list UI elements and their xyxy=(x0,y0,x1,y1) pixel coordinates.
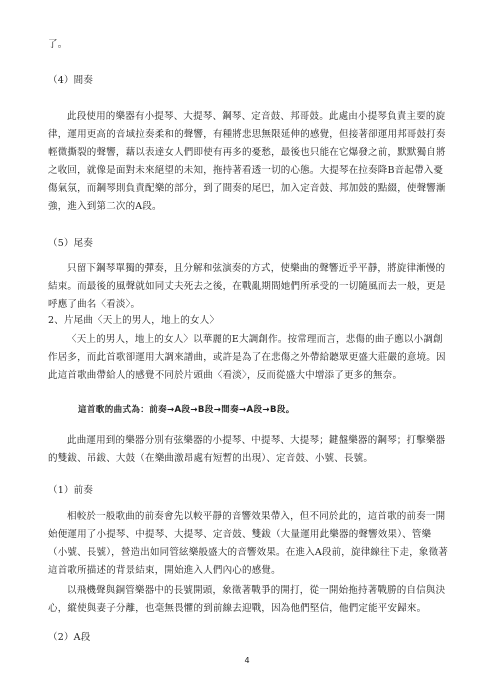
paragraph-prelude-2: 以飛機聲與銅管樂器中的長號開頭，象徵著戰爭的開打，從一開始拖持著戰勝的自信與決心，縱使與妻子分離，也毫無畏懼的到前線去迎戰，因為他們堅信，他們定能平安歸來。 xyxy=(48,585,446,614)
paragraph-instruments: 此曲運用到的樂器分別有弦樂器的小提琴、中提琴、大提琴；鍵盤樂器的鋼琴；打擊樂器的雙鈸、吊鈸、大鼓（在樂曲激昂處有短暫的出現）、定音鼓、小號、長號。 xyxy=(48,435,446,464)
section-heading-ending-song: 2、片尾曲〈天上的男人，地上的女人〉 xyxy=(48,315,220,326)
text-continuation: 了。 xyxy=(48,39,68,50)
paragraph-ending-song: 〈天上的男人，地上的女人〉以華麗的E大調創作。按常理而言，悲傷的曲子應以小調創作居多，而此首歌卻運用大調來譜曲，或許是為了在悲傷之外帶給聽眾更盛大莊嚴的意境。因此這首歌曲帶給人的感覺不同於片頭曲〈看淡〉，反而從盛大中增添了更多的無奈。 xyxy=(48,334,446,381)
page-number: 4 xyxy=(244,656,250,665)
section-heading-prelude: （1）前奏 xyxy=(48,485,94,496)
section-heading-a-section: （2）A段 xyxy=(48,632,91,643)
song-form-formula: 這首歌的曲式為：前奏→A段→B段→間奏→A段→B段。 xyxy=(78,405,295,415)
paragraph-interlude: 此段使用的樂器有小提琴、大提琴、鋼琴、定音鼓、邦哥鼓。此處由小提琴負責主要的旋律，運用更高的音域拉奏柔和的聲響，有種將悲思無限延伸的感覺，但接著卻運用邦哥鼓打奏輕微撕裂的聲響，藉以表達女人們即使有再多的憂愁，最後也只能在它爆發之前，默默獨自將之收回，就像是面對未來絕望的未知，拖持著看透一切的心態。大提琴在拉奏降B音起帶入憂傷氣氛，而鋼琴則負責配樂的部分，到了間奏的尾巴，加入定音鼓、邦加鼓的點綴，使聲響漸強，進入到第二次的A段。 xyxy=(48,111,446,212)
section-heading-outro: （5）尾奏 xyxy=(48,238,94,249)
paragraph-outro: 只留下鋼琴單獨的彈奏，且分解和弦演奏的方式，使樂曲的聲響近乎平靜，將旋律漸慢的結束。而最後的風聲就如同丈夫死去之後，在戰亂期間她們所承受的一切隨風而去一般，更是呼應了曲名〈看淡〉。 xyxy=(48,263,446,310)
section-heading-interlude: （4）間奏 xyxy=(48,75,94,86)
paragraph-prelude: 相較於一般歌曲的前奏會先以較平靜的音響效果帶入，但不同於此的，這首歌的前奏一開始便運用了小提琴、中提琴、大提琴、定音鼓、雙鈸（大量運用此樂器的聲響效果）、管樂（小號、長號），營造出如同管絃樂般盛大的音響效果。在進入A段前，旋律線往下走，象徵著這首歌所描述的背景結束，開始進入人們內心的感覺。 xyxy=(48,511,449,576)
